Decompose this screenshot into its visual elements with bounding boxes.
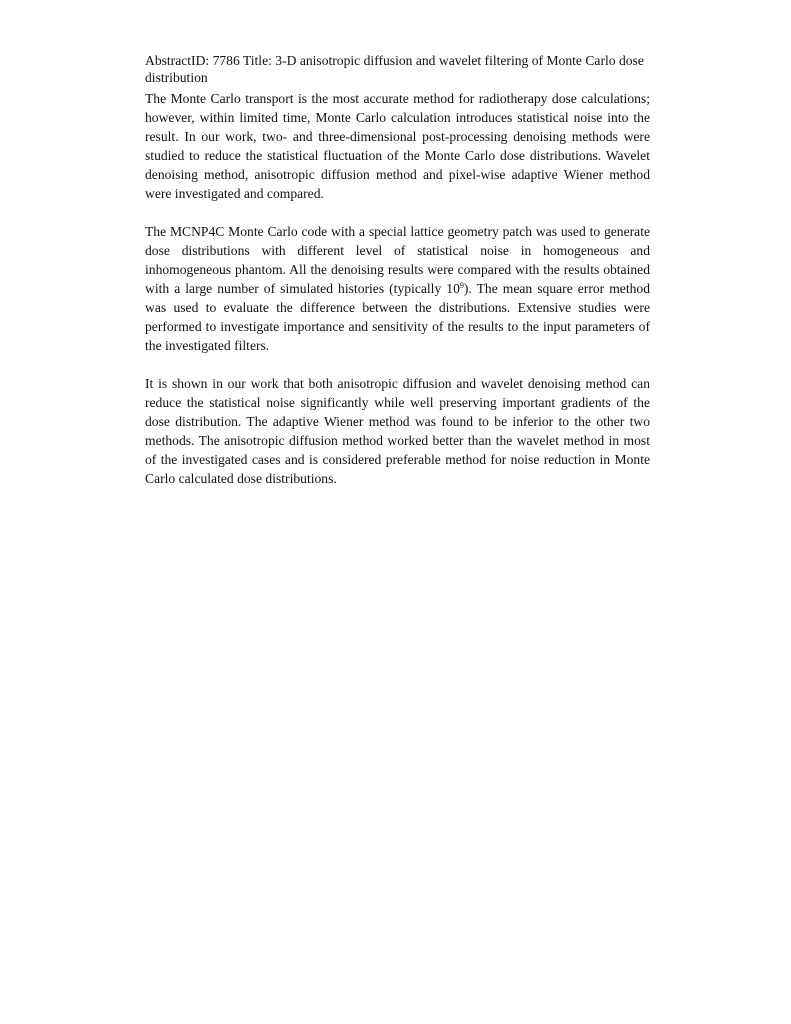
paragraph-2-text-after-power: ). The mean square error method was used to evaluate the difference between the distributions. Extensive studies were performed to investigate importance and sensitivity of the results to the input parameters of the investigated filters. [145, 281, 650, 353]
paragraph-2-text-before-power: The MCNP4C Monte Carlo code with a special lattice geometry patch was used to generate dose distributions with different level of statistical noise in homogeneous and inhomogeneous phantom. All the denoising results were compared with the results obtained with a large number of simulated histories (typically 10 [145, 224, 650, 296]
paragraph-3: It is shown in our work that both anisotropic diffusion and wavelet denoising method can reduce the statistical noise significantly while well preserving important gradients of the dose distribution. The adaptive Wiener method was found to be inferior to the other two methods. The anisotropic diffusion method worked better than the wavelet method in most of the investigated cases and is considered preferable method for noise reduction in Monte Carlo calculated dose distributions. [145, 376, 650, 486]
power-exponent: 9 [459, 281, 464, 290]
abstract-title: AbstractID: 7786 Title: 3-D anisotropic diffusion and wavelet filtering of Monte Carlo dose distribution [145, 53, 644, 85]
paragraph-2 [145, 222, 650, 355]
paragraph-1: The Monte Carlo transport is the most accurate method for radiotherapy dose calculations; however, within limited time, Monte Carlo calculation introduces statistical noise into the result. In our work, two- and three-dimensional post-processing denoising methods were studied to reduce the statistical fluctuation of the Monte Carlo dose distributions. Wavelet denoising method, anisotropic diffusion method and pixel-wise adaptive Wiener method were investigated and compared. [145, 91, 650, 201]
abstract-body [145, 52, 650, 488]
